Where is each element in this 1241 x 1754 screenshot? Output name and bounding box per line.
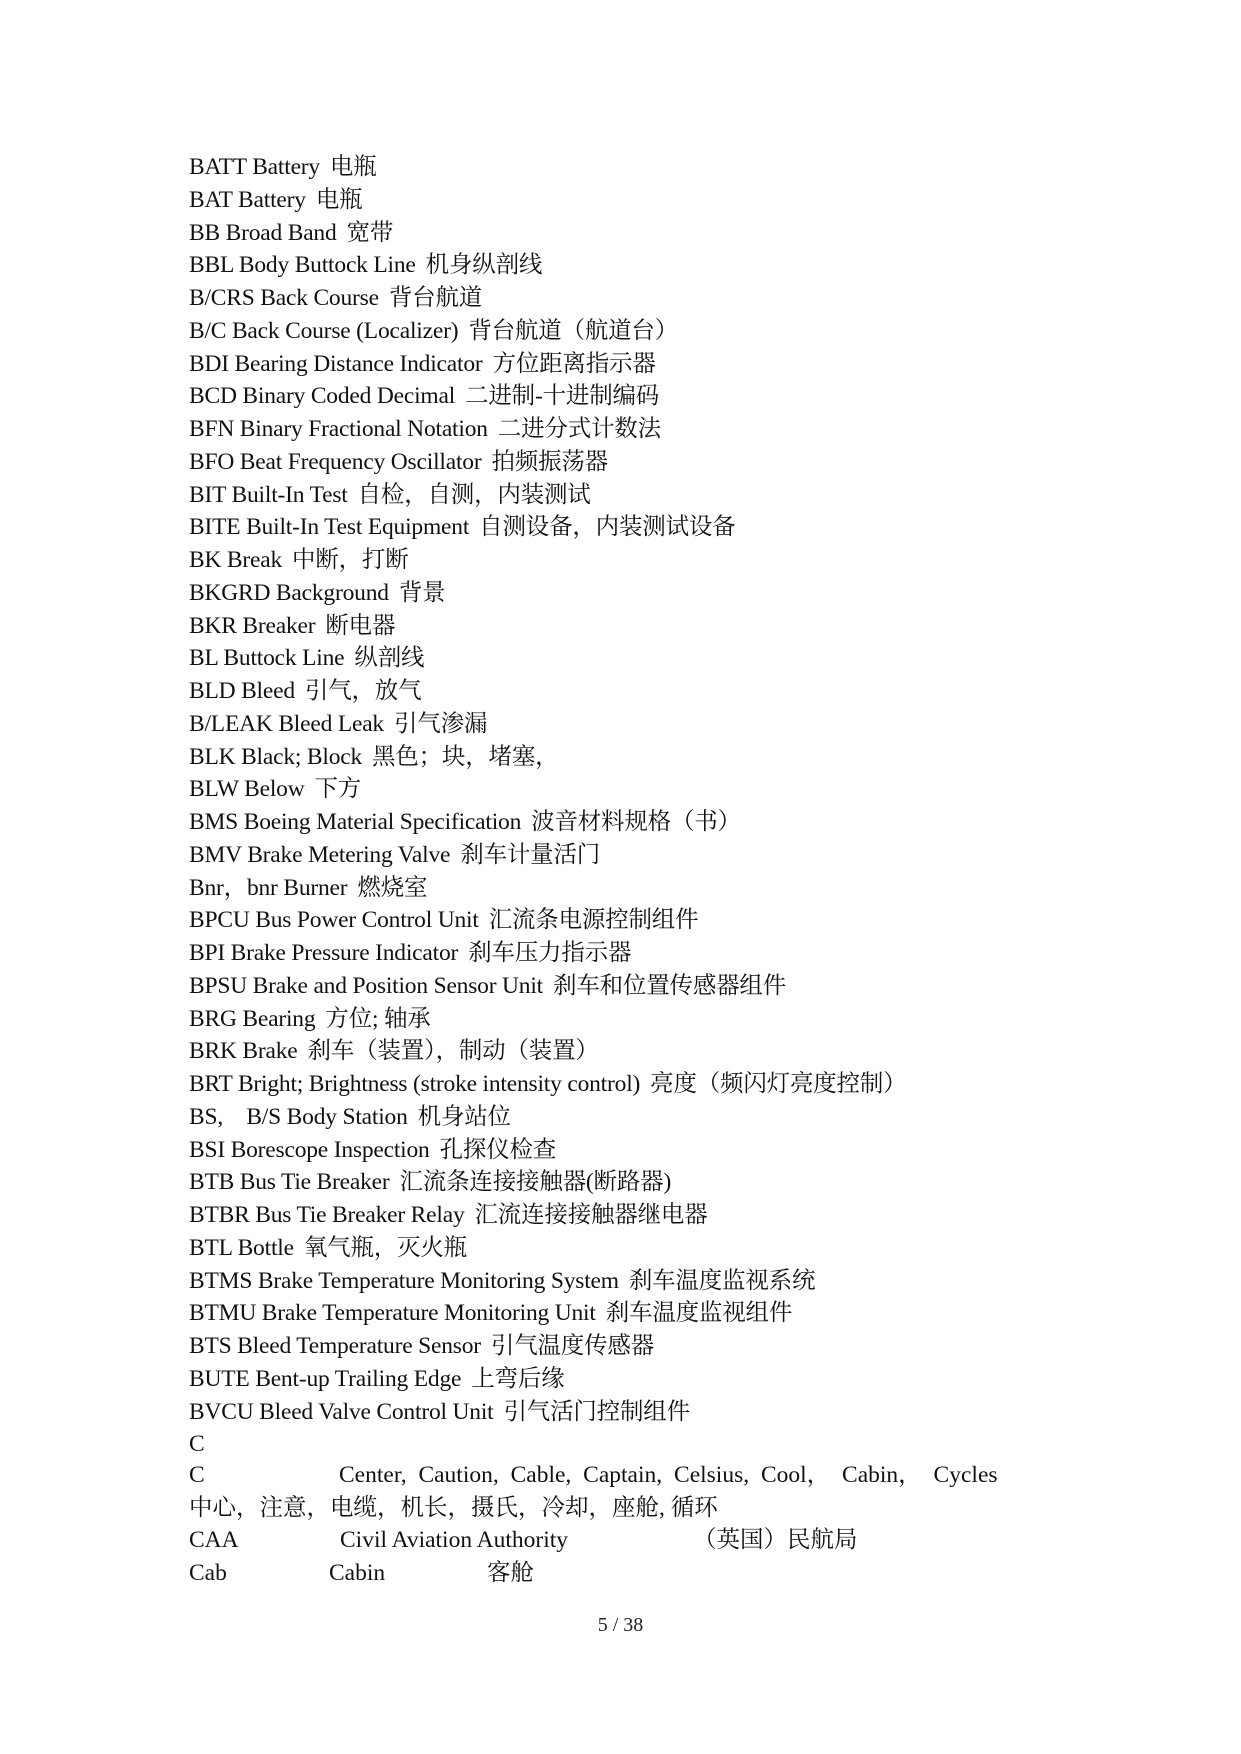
glossary-entry bbox=[189, 1396, 1069, 1429]
entry-chinese: 刹车和位置传感器组件 bbox=[553, 972, 787, 999]
entry-chinese: 引气，放气 bbox=[304, 678, 422, 704]
glossary-entry bbox=[189, 773, 1069, 806]
glossary-entry bbox=[189, 184, 1069, 217]
entry-term: BFO Beat Frequency Oscillator bbox=[189, 448, 482, 475]
glossary-entry bbox=[189, 348, 1069, 381]
entry-term: Bnr，bnr Burner bbox=[189, 874, 348, 901]
entry-chinese: 断电器 bbox=[325, 612, 396, 639]
entry-chinese: 二进分式计数法 bbox=[497, 416, 661, 442]
entry-chinese: 客舱 bbox=[487, 1560, 534, 1586]
glossary-entry bbox=[189, 1363, 1069, 1396]
entry-chinese: 背台航道（航道台） bbox=[468, 317, 679, 344]
glossary-entry bbox=[189, 708, 1069, 741]
entry-chinese: 电瓶 bbox=[329, 154, 377, 180]
entry-term: BRG Bearing bbox=[189, 1005, 316, 1032]
entry-term: BTL Bottle bbox=[189, 1234, 294, 1261]
entry-chinese: 刹车压力指示器 bbox=[468, 940, 632, 966]
glossary-entry bbox=[189, 904, 1069, 937]
entry-term: B/C Back Course (Localizer) bbox=[189, 317, 459, 344]
entry-term: BPSU Brake and Position Sensor Unit bbox=[189, 972, 544, 999]
entry-chinese: 刹车（装置），制动（装置） bbox=[307, 1038, 599, 1065]
entry-term: BMS Boeing Material Specification bbox=[189, 809, 522, 835]
glossary-entry bbox=[189, 839, 1069, 872]
entry-abbreviation: Cab bbox=[189, 1560, 227, 1586]
entry-term: BTMS Brake Temperature Monitoring System bbox=[189, 1267, 619, 1294]
entry-term: BS, B/S Body Station bbox=[189, 1103, 408, 1130]
entry-term: BLD Bleed bbox=[189, 678, 295, 704]
glossary-entry bbox=[189, 1297, 1069, 1330]
entry-definition: Cabin bbox=[329, 1560, 386, 1586]
entry-term: BBL Body Buttock Line bbox=[189, 252, 416, 279]
glossary-entry bbox=[189, 1232, 1069, 1265]
glossary-entry bbox=[189, 741, 1069, 774]
glossary-entry bbox=[189, 544, 1069, 577]
entry-term: BRK Brake bbox=[189, 1038, 298, 1065]
entry-term: BATT Battery bbox=[189, 154, 320, 180]
glossary-entry bbox=[189, 446, 1069, 479]
entry-chinese: 中心，注意，电缆，机长，摄氏，冷却，座舱, 循环 bbox=[189, 1494, 718, 1521]
entry-term: BTBR Bus Tie Breaker Relay bbox=[189, 1202, 465, 1228]
glossary-entry bbox=[189, 249, 1069, 282]
glossary-entry bbox=[189, 1199, 1069, 1232]
entry-term: BMV Brake Metering Valve bbox=[189, 841, 451, 868]
entry-chinese: 二进制-十进制编码 bbox=[465, 383, 660, 410]
entry-chinese: 刹车温度监视系统 bbox=[628, 1267, 816, 1294]
entry-term: BLK Black; Block bbox=[189, 743, 363, 770]
entry-chinese: 汇流连接接触器继电器 bbox=[474, 1202, 708, 1228]
entry-term: BKR Breaker bbox=[189, 612, 316, 639]
entry-chinese: 方位; 轴承 bbox=[325, 1005, 431, 1032]
entry-definition: Center, Caution, Cable, Captain, Celsius, Cool， Cabin， Cycles bbox=[339, 1462, 998, 1488]
entry-chinese: 宽带 bbox=[346, 219, 394, 246]
entry-term: BCD Binary Coded Decimal bbox=[189, 383, 456, 410]
entry-term: C bbox=[189, 1431, 205, 1458]
entry-term: BKGRD Background bbox=[189, 579, 389, 606]
glossary-entry bbox=[189, 577, 1069, 610]
glossary-entry bbox=[189, 610, 1069, 643]
entry-chinese: 燃烧室 bbox=[357, 874, 428, 901]
entry-chinese: 孔探仪检查 bbox=[439, 1136, 557, 1163]
entry-term: BUTE Bent-up Trailing Edge bbox=[189, 1365, 462, 1392]
glossary-entry bbox=[189, 806, 1069, 839]
entry-term: BTB Bus Tie Breaker bbox=[189, 1169, 390, 1196]
entry-term: B/CRS Back Course bbox=[189, 285, 379, 311]
entry-chinese: 刹车计量活门 bbox=[460, 841, 601, 868]
entry-chinese: 亮度（频闪灯亮度控制） bbox=[650, 1071, 907, 1097]
glossary-entry bbox=[189, 642, 1069, 675]
entry-term: BPI Brake Pressure Indicator bbox=[189, 940, 459, 966]
entry-chinese: 波音材料规格（书） bbox=[531, 809, 741, 835]
entry-chinese: 方位距离指示器 bbox=[492, 350, 656, 377]
glossary-entry bbox=[189, 282, 1069, 315]
glossary-entry bbox=[189, 1330, 1069, 1363]
entry-definition: Civil Aviation Authority bbox=[340, 1527, 569, 1553]
entry-chinese: 引气活门控制组件 bbox=[503, 1398, 690, 1425]
entry-chinese: 机身站位 bbox=[417, 1103, 511, 1130]
entry-chinese: 背台航道 bbox=[388, 285, 483, 311]
glossary-entry bbox=[189, 511, 1069, 544]
entry-term: BSI Borescope Inspection bbox=[189, 1136, 430, 1163]
entry-chinese: 电瓶 bbox=[315, 186, 363, 213]
entry-chinese: 黑色；块，堵塞， bbox=[372, 743, 559, 770]
entry-chinese: 上弯后缘 bbox=[471, 1365, 565, 1392]
glossary-entry bbox=[189, 872, 1069, 905]
glossary-entry bbox=[189, 315, 1069, 348]
entry-term: B/LEAK Bleed Leak bbox=[189, 710, 384, 737]
entry-term: BRT Bright; Brightness (stroke intensity control) bbox=[189, 1071, 641, 1097]
entry-chinese: （英国）民航局 bbox=[693, 1527, 858, 1553]
entry-chinese: 机身纵剖线 bbox=[425, 252, 543, 279]
glossary-entry bbox=[189, 380, 1069, 413]
entry-term: BITE Built-In Test Equipment bbox=[189, 514, 470, 541]
glossary-entry bbox=[189, 217, 1069, 250]
entry-chinese: 下方 bbox=[314, 776, 362, 803]
entry-abbreviation: CAA bbox=[189, 1527, 239, 1553]
entry-term: BTMU Brake Temperature Monitoring Unit bbox=[189, 1300, 596, 1327]
entry-chinese: 自检，自测，内装测试 bbox=[357, 481, 591, 508]
entry-chinese: 自测设备，内装测试设备 bbox=[479, 514, 736, 541]
glossary-entry bbox=[189, 1101, 1069, 1134]
entry-term: BPCU Bus Power Control Unit bbox=[189, 907, 479, 934]
entry-term: BLW Below bbox=[189, 776, 305, 803]
entry-chinese: 刹车温度监视组件 bbox=[605, 1300, 793, 1327]
glossary-entry bbox=[189, 970, 1069, 1003]
entry-chinese: 汇流条电源控制组件 bbox=[488, 907, 699, 934]
glossary-entry bbox=[189, 479, 1069, 512]
page-number: 5 / 38 bbox=[597, 1614, 644, 1636]
entry-chinese: 拍频振荡器 bbox=[491, 448, 608, 475]
glossary-entry bbox=[189, 1068, 1069, 1101]
glossary-entry bbox=[189, 675, 1069, 708]
glossary-entry-c bbox=[189, 1459, 1069, 1525]
entry-chinese: 引气温度传感器 bbox=[490, 1333, 654, 1359]
glossary-entry bbox=[189, 1428, 1069, 1461]
glossary-entry bbox=[189, 1134, 1069, 1167]
entry-term: BL Buttock Line bbox=[189, 645, 345, 672]
entry-chinese: 纵剖线 bbox=[354, 645, 425, 672]
glossary-entry bbox=[189, 1265, 1069, 1298]
glossary-entry bbox=[189, 1035, 1069, 1068]
entry-term: BFN Binary Fractional Notation bbox=[189, 416, 488, 442]
entry-chinese: 引气渗漏 bbox=[394, 710, 488, 737]
glossary-entry-cab bbox=[189, 1557, 1069, 1590]
entry-term: BB Broad Band bbox=[189, 219, 337, 246]
glossary-entry-c-line bbox=[189, 1459, 1069, 1492]
glossary-entry bbox=[189, 937, 1069, 970]
entry-chinese: 汇流条连接接触器(断路器) bbox=[399, 1169, 672, 1196]
glossary-entry bbox=[189, 413, 1069, 446]
glossary-entry bbox=[189, 1166, 1069, 1199]
entry-chinese: 背景 bbox=[398, 579, 446, 606]
glossary-entry-caa bbox=[189, 1524, 1069, 1557]
glossary-entry bbox=[189, 1003, 1069, 1036]
glossary-list bbox=[189, 151, 1069, 1461]
entry-term: BTS Bleed Temperature Sensor bbox=[189, 1333, 481, 1359]
entry-term: BVCU Bleed Valve Control Unit bbox=[189, 1398, 494, 1425]
entry-term: BDI Bearing Distance Indicator bbox=[189, 350, 483, 377]
glossary-entry bbox=[189, 151, 1069, 184]
entry-chinese: 氧气瓶，灭火瓶 bbox=[303, 1234, 467, 1261]
entry-term: BAT Battery bbox=[189, 186, 306, 213]
entry-abbreviation: C bbox=[189, 1462, 205, 1488]
entry-term: BK Break bbox=[189, 547, 283, 573]
entry-term: BIT Built-In Test bbox=[189, 481, 348, 508]
entry-chinese: 中断，打断 bbox=[292, 547, 409, 573]
